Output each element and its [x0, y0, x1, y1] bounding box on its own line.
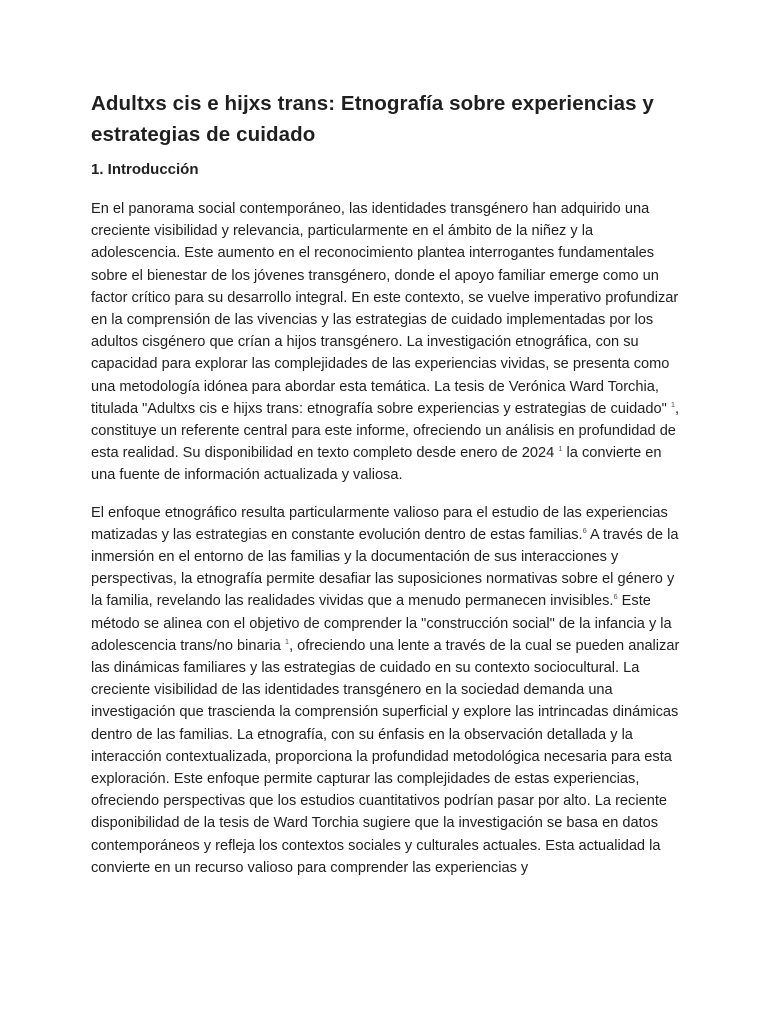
paragraph-text: Este método se alinea con el objetivo de comprender la "construcción social" de la infancia y la adolescencia trans/no binaria: [91, 593, 672, 654]
paragraph-text: la convierte en una fuente de información actualizada y valiosa.: [91, 445, 662, 484]
footnote-ref[interactable]: 1: [284, 636, 290, 646]
section-heading: 1. Introducción: [91, 161, 199, 178]
footnote-ref[interactable]: 1: [670, 399, 676, 409]
footnote-ref[interactable]: 6: [582, 525, 587, 535]
paragraph-ethnographic-approach: [91, 502, 684, 879]
paragraph-text: A través de la inmersión en el entorno de las familias y la documentación de sus interacciones y perspectivas, la etnografía permite desafiar las suposiciones normativas sobre el género y la familia, revelando las realidades vividas que a menudo permanecen invisibles.: [91, 526, 679, 610]
paragraph-text: En el panorama social contemporáneo, las identidades transgénero han adquirido una creciente visibilidad y relevancia, particularmente en el ámbito de la niñez y la adolescencia. Este aumento en el reconocimiento plantea interrogantes fundamentales sobre el bienestar de los jóvenes transgénero, donde el apoyo familiar emerge como un factor crítico para su desarrollo integral. En este contexto, se vuelve imperativo profundizar en la comprensión de las vivencias y las estrategias de cuidado implementadas por los adultos cisgénero que crían a hijos transgénero. La investigación etnográfica, con su capacidad para explorar las complejidades de las experiencias vividas, se presenta como una metodología idónea para abordar esta temática. La tesis de Verónica Ward Torchia, titulada "Adultxs cis e hijxs trans: etnografía sobre experiencias y estrategias de cuidado": [91, 201, 679, 417]
footnote-ref[interactable]: 6: [613, 592, 618, 602]
paragraph-intro: [91, 198, 684, 487]
footnote-ref[interactable]: 1: [558, 444, 563, 454]
paragraph-text: , ofreciendo una lente a través de la cual se pueden analizar las dinámicas familiares y las estrategias de cuidado en su contexto sociocultural. La creciente visibilidad de las identidades transgénero en la sociedad demanda una investigación que trascienda la comprensión superficial y explore las intrincadas dinámicas dentro de las familias. La etnografía, con su énfasis en la observación detallada y la interacción contextualizada, proporciona la profundidad metodológica necesaria para esta exploración. Este enfoque permite capturar las complejidades de estas experiencias, ofreciendo perspectivas que los estudios cuantitativos podrían pasar por alto. La reciente disponibilidad de la tesis de Ward Torchia sugiere que la investigación se basa en datos contemporáneos y refleja los contextos sociales y culturales actuales. Esta actualidad la convierte en un recurso valioso para comprender las experiencias y: [91, 637, 680, 876]
paragraph-text: El enfoque etnográfico resulta particularmente valioso para el estudio de las experiencias matizadas y las estrategias en constante evolución dentro de estas familias.: [91, 504, 668, 543]
document-title: Adultxs cis e hijxs trans: Etnografía sobre experiencias y estrategias de cuidado: [91, 92, 654, 146]
paragraph-text: , constituye un referente central para este informe, ofreciendo un análisis en profundidad de esta realidad. Su disponibilidad en texto completo desde enero de 2024: [91, 400, 680, 462]
